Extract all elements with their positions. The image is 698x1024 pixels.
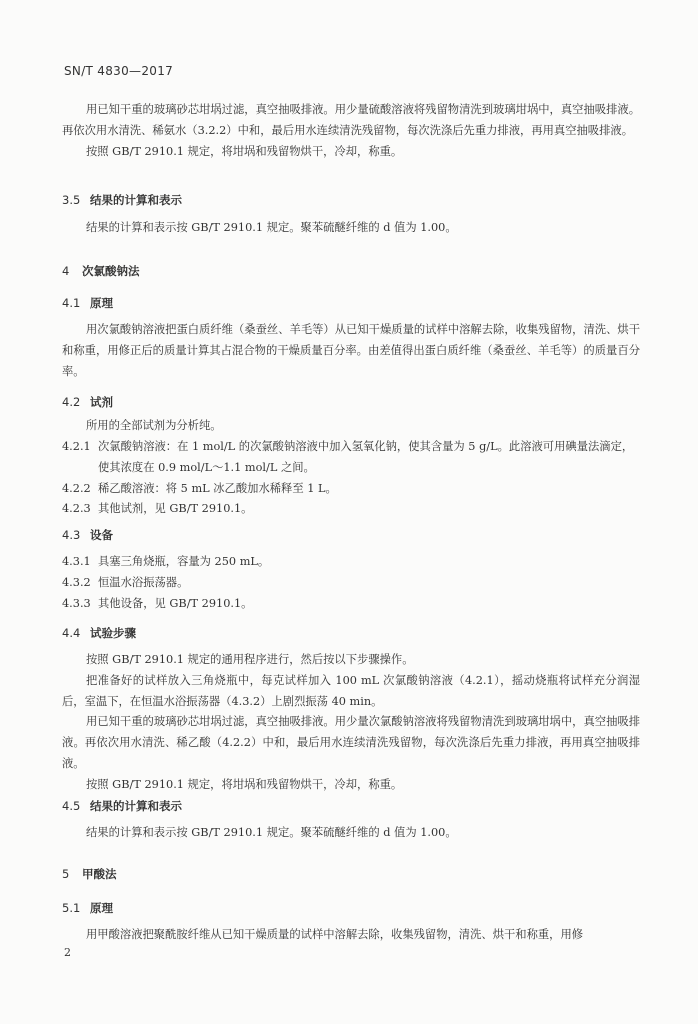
section-heading-4-1 xyxy=(62,294,640,312)
paragraph-text: 用次氯酸钠溶液把蛋白质纤维（桑蚕丝、羊毛等）从已知干燥质量的试样中溶解去除，收集残留物，清洗、烘干和称重，用修正后的质量计算其占混合物的干燥质量百分率。由差值得出蛋白质纤维（桑蚕丝、羊毛等）的质量百分率。 xyxy=(62,323,640,378)
section-number: 4.2 xyxy=(62,395,81,409)
paragraph-text: 按照 GB/T 2910.1 规定，将坩埚和残留物烘干，冷却，称重。 xyxy=(86,144,403,158)
item-number: 4.2.1 xyxy=(62,440,91,453)
section-heading-5-1 xyxy=(62,899,640,917)
section-title: 设备 xyxy=(90,528,113,542)
paragraph-group xyxy=(62,650,640,796)
item-text: 其他试剂，见 GB/T 2910.1。 xyxy=(98,502,253,516)
standard-code-header: SN/T 4830—2017 xyxy=(64,64,174,78)
list-item xyxy=(62,437,640,479)
section-title: 结果的计算和表示 xyxy=(90,799,182,813)
section-title: 原理 xyxy=(90,901,113,915)
section-heading-4 xyxy=(62,262,640,280)
section-number: 5.1 xyxy=(62,901,81,915)
section-title: 结果的计算和表示 xyxy=(90,193,182,207)
paragraph-text: 按照 GB/T 2910.1 规定的通用程序进行，然后按以下步骤操作。 xyxy=(86,653,414,666)
section-heading-5 xyxy=(62,865,640,883)
item-text: 其他设备，见 GB/T 2910.1。 xyxy=(98,596,253,610)
item-number: 4.2.3 xyxy=(62,502,91,516)
section-title: 甲酸法 xyxy=(82,867,117,881)
paragraph xyxy=(62,100,640,162)
reagent-list xyxy=(62,437,640,520)
item-number: 4.3.1 xyxy=(62,555,91,568)
page-number: 2 xyxy=(64,946,71,959)
section-number: 4.5 xyxy=(62,799,81,813)
paragraph-text: 用已知干重的玻璃砂芯坩埚过滤，真空抽吸排液。用少量硫酸溶液将残留物清洗到玻璃坩埚中，真空抽吸排液。再依次用水清洗、稀氨水（3.2.2）中和，最后用水连续清洗残留物，每次洗涤后先重力排液，再用真空抽吸排液。 xyxy=(62,103,640,137)
item-text: 恒温水浴振荡器。 xyxy=(98,575,189,589)
equipment-list xyxy=(62,552,640,614)
list-item xyxy=(62,573,640,594)
paragraph xyxy=(62,218,640,239)
section-title: 试验步骤 xyxy=(90,626,136,640)
section-number: 5 xyxy=(62,867,70,881)
list-item xyxy=(62,499,640,520)
paragraph xyxy=(62,416,640,437)
paragraph xyxy=(62,320,640,382)
item-number: 4.3.2 xyxy=(62,575,91,589)
paragraph-text: 结果的计算和表示按 GB/T 2910.1 规定。聚苯硫醚纤维的 d 值为 1.00。 xyxy=(86,221,457,234)
section-number: 4 xyxy=(62,264,70,278)
section-title: 试剂 xyxy=(90,395,113,409)
section-heading-3-5 xyxy=(62,191,640,209)
item-number: 4.3.3 xyxy=(62,596,91,610)
section-heading-4-5 xyxy=(62,797,640,815)
item-text: 次氯酸钠溶液：在 1 mol/L 的次氯酸钠溶液中加入氢氧化钠，使其含量为 5 g/L。此溶液可用碘量法滴定，使其浓度在 0.9 mol/L～1.1 mol/L 之间。 xyxy=(98,440,634,474)
paragraph-text: 结果的计算和表示按 GB/T 2910.1 规定。聚苯硫醚纤维的 d 值为 1.00。 xyxy=(86,826,457,839)
item-number: 4.2.2 xyxy=(62,481,91,495)
item-text: 具塞三角烧瓶，容量为 250 mL。 xyxy=(98,555,270,568)
list-item xyxy=(62,479,640,500)
paragraph xyxy=(62,823,640,844)
section-title: 原理 xyxy=(90,296,113,310)
list-item xyxy=(62,552,640,573)
paragraph-text: 把准备好的试样放入三角烧瓶中，每克试样加入 100 mL 次氯酸钠溶液（4.2.1），摇动烧瓶将试样充分润湿后，室温下，在恒温水浴振荡器（4.3.2）上剧烈振荡 40 min。 xyxy=(62,673,640,708)
section-title: 次氯酸钠法 xyxy=(82,264,140,278)
section-number: 4.1 xyxy=(62,296,81,310)
paragraph-text: 所用的全部试剂为分析纯。 xyxy=(86,419,222,432)
paragraph-text: 按照 GB/T 2910.1 规定，将坩埚和残留物烘干，冷却，称重。 xyxy=(86,777,403,791)
section-heading-4-4 xyxy=(62,624,640,642)
list-item xyxy=(62,594,640,615)
paragraph-text: 用已知干重的玻璃砂芯坩埚过滤，真空抽吸排液。用少量次氯酸钠溶液将残留物清洗到玻璃坩埚中，真空抽吸排液。再依次用水清洗、稀乙酸（4.2.2）中和，最后用水连续清洗残留物，每次洗涤后先重力排液，再用真空抽吸排液。 xyxy=(62,715,640,770)
item-text: 稀乙酸溶液：将 5 mL 冰乙酸加水稀释至 1 L。 xyxy=(98,481,337,495)
section-number: 3.5 xyxy=(62,193,81,207)
paragraph-text: 用甲酸溶液把聚酰胺纤维从已知干燥质量的试样中溶解去除，收集残留物，清洗、烘干和称重，用修 xyxy=(86,928,584,941)
section-heading-4-2 xyxy=(62,393,640,411)
section-number: 4.3 xyxy=(62,528,81,542)
paragraph xyxy=(62,925,640,946)
section-number: 4.4 xyxy=(62,626,81,640)
section-heading-4-3 xyxy=(62,526,640,544)
